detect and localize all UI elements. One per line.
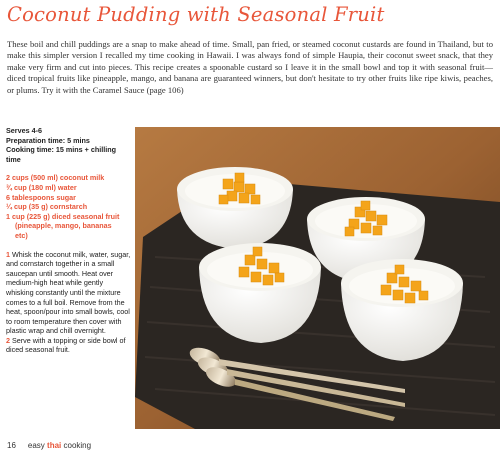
ingredients-list	[6, 173, 132, 240]
step-text: Serve with a topping or side bowl of diced seasonal fruit.	[6, 335, 126, 355]
ingredient-item-continued: etc)	[15, 230, 28, 240]
ingredient-item-continued: (pineapple, mango, bananas	[15, 221, 112, 231]
pudding-photo	[135, 127, 500, 429]
step-number: 2	[6, 335, 10, 345]
ingredient-item: 2 cups (500 ml) coconut milk	[6, 173, 105, 183]
ingredient-item: 1 cup (225 g) diced seasonal fruit	[6, 211, 120, 221]
cook-time-label: Cooking time: 15 mins + chilling time	[6, 145, 117, 164]
serves-label: Serves 4-6	[6, 126, 42, 135]
ingredient-item: ¼ cup (35 g) cornstarch	[6, 202, 88, 212]
book-title-bold: thai	[47, 441, 62, 450]
recipe-meta	[6, 126, 132, 164]
step-item	[6, 336, 132, 355]
book-title-pre: easy	[27, 441, 48, 450]
prep-time-label: Preparation time: 5 mins	[6, 135, 90, 145]
recipe-sidebar	[6, 126, 132, 355]
intro-paragraph: These boil and chill puddings are a snap to make ahead of time. Small, pan fried, or steamed coconut custards are found in Thailand, but to make this simpler version I recalled my time cooking in Hawaii. I was always fond of simple Haupia, their coconut sweet snack, that they make very firm and cut into pieces. This recipe creates a spoonable custard so I leave it in the small bowl and top it with seasonal fruit—diced tropical fruits like pineapple, mango, and banana are guaranteed winners, but don't hesitate to try other fruits like ripe kiwis, peaches, or plums. Try it with the Caramel Sauce (page 106)	[7, 39, 493, 95]
page-number: 16	[7, 441, 16, 450]
ingredient-item: 6 tablespoons sugar	[6, 192, 76, 202]
ingredient-item: ¾ cup (180 ml) water	[6, 182, 77, 192]
page-title: Coconut Pudding with Seasonal Fruit	[7, 3, 385, 26]
steps-list	[6, 250, 132, 356]
page-footer	[7, 441, 91, 450]
step-item	[6, 250, 132, 336]
book-title-post: cooking	[61, 441, 92, 450]
step-number: 1	[6, 249, 10, 259]
step-text: Whisk the coconut milk, water, sugar, and cornstarch together in a small saucepan until smooth. Heat over medium-high heat while gently whisking constantly until the mixture comes to a full boil. Remove from the heat, spoon/pour into small bowls, cool to room temperature then cover with plastic wrap and chill overnight.	[6, 249, 131, 336]
